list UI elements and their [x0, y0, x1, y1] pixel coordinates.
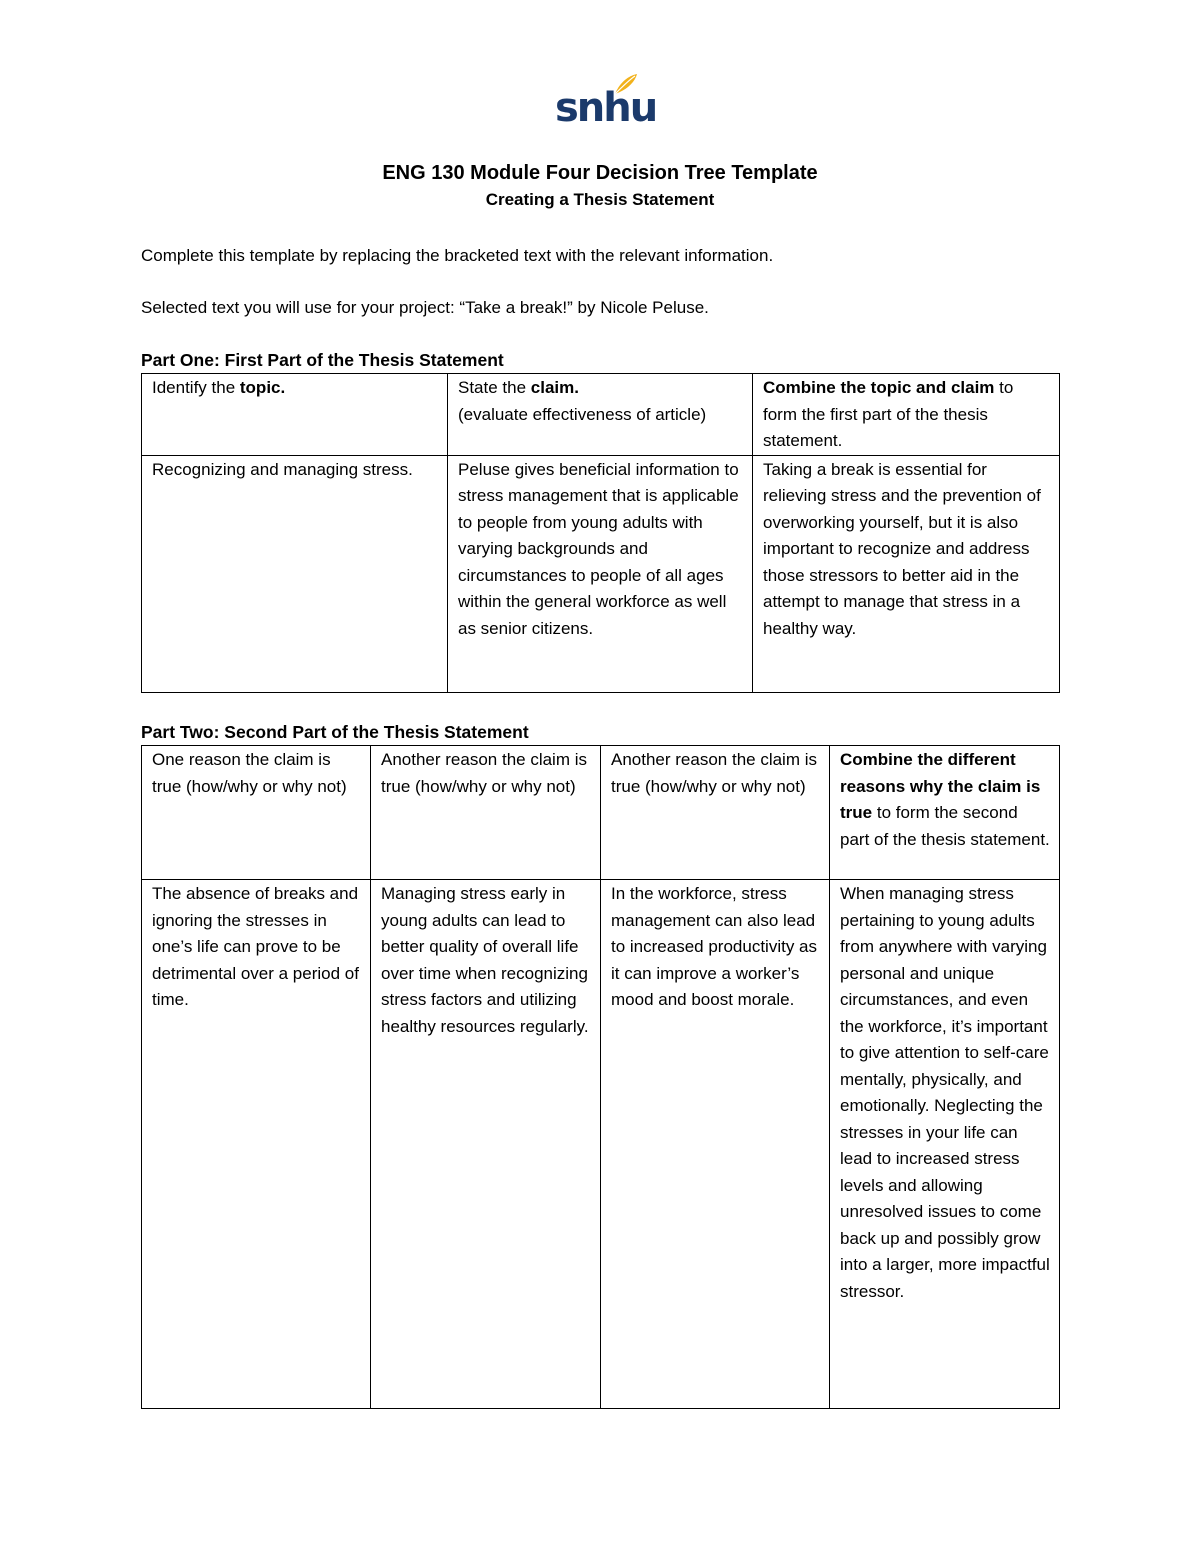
page-title: ENG 130 Module Four Decision Tree Template — [382, 162, 818, 184]
header-cell-combine — [753, 374, 1060, 456]
header-bold-text: Combine the topic and claim — [763, 378, 995, 397]
topic-cell: Recognizing and managing stress. — [142, 455, 448, 692]
combined-cell: Taking a break is essential for relieving stress and the prevention of overworking yourself, but it is also important to recognize and address those stressors to better aid in the attempt to manage that stress in a healthy way. — [753, 455, 1060, 692]
part-two-table — [141, 745, 1060, 1409]
part-one-heading: Part One: First Part of the Thesis Statement — [141, 350, 504, 370]
reason-one-cell: The absence of breaks and ignoring the stresses in one’s life can prove to be detrimental over a period of time. — [142, 880, 371, 1409]
reason-two-cell: Managing stress early in young adults can lead to better quality of overall life over time when recognizing stress factors and utilizing healthy resources regularly. — [371, 880, 601, 1409]
header-cell-combine — [830, 746, 1060, 880]
table-header-row — [142, 374, 1060, 456]
header-bold-text: topic. — [239, 378, 286, 397]
part-one-table — [141, 373, 1060, 693]
header-cell-topic — [142, 374, 448, 456]
header-text: Another reason the claim is true (how/why or why not) — [611, 750, 817, 796]
header-bold-text: Combine the different reasons why the claim is true — [840, 750, 1041, 822]
header-cell-claim — [448, 374, 753, 456]
header-text: Another reason the claim is true (how/why or why not) — [381, 750, 587, 796]
logo-wordmark: snhu — [555, 85, 657, 131]
part-two-heading: Part Two: Second Part of the Thesis Statement — [141, 722, 529, 742]
header-bold-text: claim. — [530, 378, 579, 397]
header-text: to form the first part of the thesis statement. — [763, 378, 1014, 450]
reason-three-cell: In the workforce, stress management can also lead to increased productivity as it can improve a worker’s mood and boost morale. — [601, 880, 830, 1409]
header-text: One reason the claim is true (how/why or why not) — [152, 750, 347, 796]
header-text: State the — [458, 378, 531, 397]
table-row — [142, 455, 1060, 692]
instructions-text: Complete this template by replacing the bracketed text with the relevant information. — [141, 246, 774, 265]
page-subtitle: Creating a Thesis Statement — [485, 190, 715, 209]
header-text: Identify the — [152, 378, 240, 397]
table-row — [142, 880, 1060, 1409]
header-note-text: (evaluate effectiveness of article) — [458, 404, 707, 424]
combined-reasons-cell: When managing stress pertaining to young adults from anywhere with varying personal and unique circumstances, and even the workforce, it’s important to give attention to self-care mentally, physically, and emotionally. Neglecting the stresses in your life can lead to increased stress levels and allowing unresolved issues to come back up and possibly grow into a larger, more impactful stressor. — [830, 880, 1060, 1409]
table-header-row — [142, 746, 1060, 880]
header-cell-reason-two — [371, 746, 601, 880]
header-cell-reason-three — [601, 746, 830, 880]
selected-text-line: Selected text you will use for your project: “Take a break!” by Nicole Peluse. — [141, 298, 709, 317]
snhu-logo — [555, 72, 657, 132]
header-cell-reason-one — [142, 746, 371, 880]
header-text: to form the second part of the thesis statement. — [840, 803, 1050, 849]
claim-cell: Peluse gives beneficial information to stress management that is applicable to people from young adults with varying backgrounds and circumstances to people of all ages within the general workforce as well as senior citizens. — [448, 455, 753, 692]
